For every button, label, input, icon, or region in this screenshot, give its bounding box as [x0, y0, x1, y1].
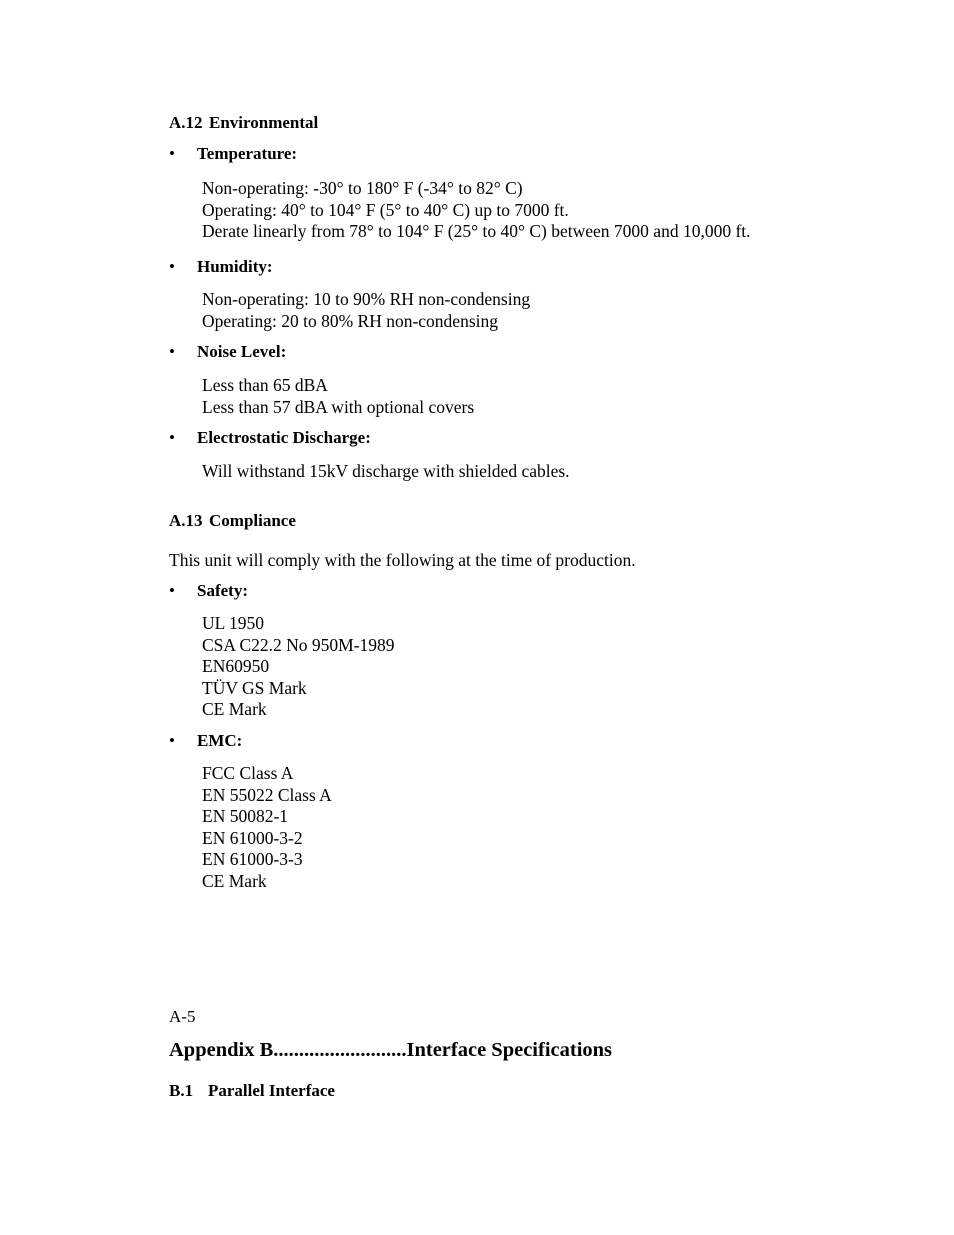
section-heading-a13	[169, 511, 296, 531]
bullet-label: Electrostatic Discharge:	[197, 428, 371, 447]
section-title: Parallel Interface	[208, 1081, 335, 1100]
bullet-item-safety	[169, 581, 569, 601]
humidity-details	[202, 289, 530, 332]
detail-line: EN60950	[202, 656, 270, 676]
section-heading-a12	[169, 113, 318, 133]
detail-line: Will withstand 15kV discharge with shielded cables.	[202, 461, 570, 481]
detail-line: EN 50082-1	[202, 806, 289, 826]
detail-line: EN 61000-3-2	[202, 827, 303, 848]
detail-line: CSA C22.2 No 950M-1989	[202, 634, 395, 655]
bullet-label: Noise Level:	[197, 342, 287, 361]
detail-line: Less than 57 dBA with optional covers	[202, 396, 475, 417]
bullet-icon: •	[169, 731, 175, 750]
safety-details	[202, 613, 395, 721]
section-title: Environmental	[209, 113, 319, 132]
detail-line: UL 1950	[202, 613, 265, 633]
detail-line: Non-operating: 10 to 90% RH non-condensing	[202, 289, 531, 309]
bullet-item-noise-level	[169, 342, 569, 362]
detail-line: EN 61000-3-3	[202, 849, 303, 869]
bullet-icon: •	[169, 257, 175, 276]
bullet-label: Temperature:	[197, 144, 298, 163]
bullet-label: EMC:	[197, 731, 243, 750]
detail-line: TÜV GS Mark	[202, 677, 307, 698]
detail-line: CE Mark	[202, 870, 267, 891]
section-heading-b1	[169, 1081, 335, 1101]
detail-line: EN 55022 Class A	[202, 784, 332, 805]
bullet-icon: •	[169, 144, 175, 163]
bullet-item-emc	[169, 731, 569, 751]
bullet-icon: •	[169, 342, 175, 361]
section-title: Compliance	[209, 511, 296, 530]
bullet-label: Humidity:	[197, 257, 273, 276]
bullet-item-electrostatic-discharge	[169, 428, 569, 448]
emc-details	[202, 763, 332, 892]
section-number: A.12	[169, 113, 203, 132]
detail-line: Operating: 40° to 104° F (5° to 40° C) up to 7000 ft.	[202, 199, 569, 220]
detail-line: Operating: 20 to 80% RH non-condensing	[202, 310, 498, 331]
noise-level-details	[202, 375, 474, 418]
section-number: A.13	[169, 511, 203, 530]
detail-line: FCC Class A	[202, 763, 294, 783]
bullet-icon: •	[169, 428, 175, 447]
detail-line: Less than 65 dBA	[202, 375, 328, 395]
bullet-item-temperature	[169, 144, 569, 164]
section-number: B.1	[169, 1081, 194, 1100]
page-number: A-5	[169, 1007, 196, 1026]
bullet-item-humidity	[169, 257, 569, 277]
bullet-icon: •	[169, 581, 175, 600]
electrostatic-discharge-details	[202, 461, 570, 483]
detail-line: Non-operating: -30° to 180° F (-34° to 82° C)	[202, 178, 523, 198]
bullet-label: Safety:	[197, 581, 248, 600]
detail-line: Derate linearly from 78° to 104° F (25° to 40° C) between 7000 and 10,000 ft.	[202, 221, 751, 241]
detail-line: CE Mark	[202, 699, 267, 719]
appendix-heading: Appendix B..........................Interface Specifications	[169, 1039, 613, 1061]
compliance-intro: This unit will comply with the following at the time of production.	[169, 550, 636, 570]
temperature-details	[202, 178, 751, 243]
